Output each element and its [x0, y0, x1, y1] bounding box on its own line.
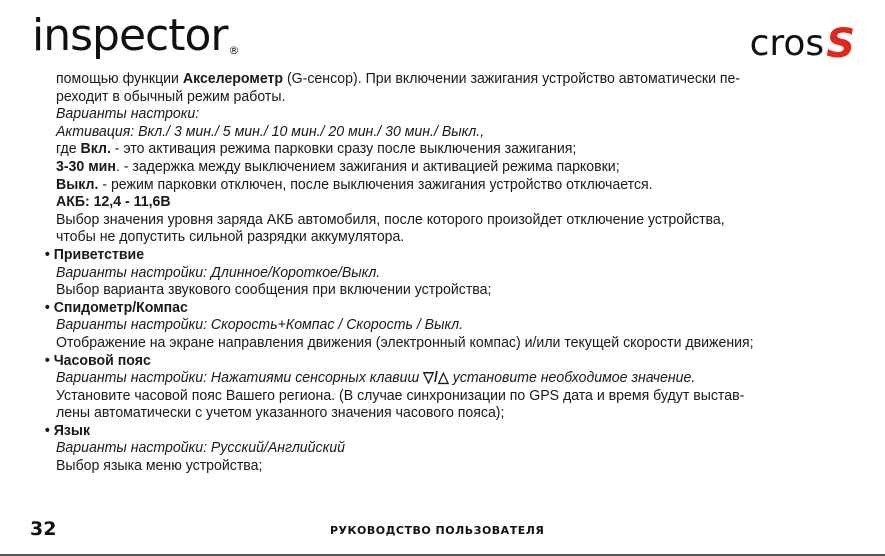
section-description: лены автоматически с учетом указанного значения часового пояса); [56, 404, 505, 422]
term-accelerometer: Акселерометр [182, 70, 284, 87]
bullet-icon: • [44, 351, 50, 369]
options-heading: Варианты настроки: [56, 105, 200, 123]
section-description: Выбор варианта звукового сообщения при включении устройства; [56, 281, 492, 299]
logo-text: inspector [32, 10, 228, 61]
term-off: Выкл. [56, 175, 99, 193]
term-on: Вкл. [80, 140, 111, 158]
text-span: где [56, 140, 81, 158]
bullet-icon: • [44, 245, 50, 263]
text-span: Варианты настройки: Нажатиями сенсорных клавиш [56, 369, 424, 387]
text-span: установите необходимое значение. [448, 369, 696, 387]
text-line [56, 176, 800, 194]
section-options: Варианты настройки: Русский/Английский [56, 439, 345, 457]
section-greeting-title [44, 245, 800, 264]
text-span: . - задержка между выключением зажигания и активацией режима парковки; [115, 157, 620, 175]
section-options: Варианты настройки: Длинное/Короткое/Выкл. [56, 263, 381, 281]
section-description: Установите часовой пояс Вашего региона. (В случае синхронизации по GPS дата и время будут выстав- [56, 386, 745, 404]
text-line: Выбор значения уровня заряда АКБ автомобиля, после которого произойдет отключение устройства, [56, 210, 725, 228]
section-title: Язык [53, 421, 91, 439]
manual-body [44, 70, 800, 475]
section-title: Приветствие [53, 245, 145, 263]
down-up-arrows-icon: ▽/△ [423, 369, 449, 387]
footer-title: РУКОВОДСТВО ПОЛЬЗОВАТЕЛЯ [330, 524, 545, 537]
battery-heading: АКБ: 12,4 - 11,6В [56, 193, 171, 211]
text-line: чтобы не допустить сильной разрядки аккумулятора. [56, 228, 405, 246]
text-line: реходит в обычный режим работы. [56, 87, 286, 105]
section-description: Выбор языка меню устройства; [56, 457, 263, 475]
cross-brand-text: cros [749, 23, 825, 64]
section-speedometer-title [44, 298, 800, 317]
text-span: - режим парковки отключен, после выключения зажигания устройство отключается. [98, 175, 653, 193]
inspector-logo [32, 10, 240, 61]
section-title: Спидометр/Компас [53, 298, 188, 316]
options-activation: Активация: Вкл./ 3 мин./ 5 мин./ 10 мин./ 20 мин./ 30 мин./ Выкл., [56, 122, 485, 140]
bullet-icon: • [44, 421, 50, 439]
registered-mark: ® [228, 44, 240, 57]
section-title: Часовой пояс [53, 351, 151, 369]
text-span: - это активация режима парковки сразу после выключения зажигания; [110, 140, 577, 158]
text-span: (G-сенсор). При включении зажигания устройство автоматически пе- [283, 70, 741, 87]
section-language-title [44, 421, 800, 440]
cross-brand-s: S [826, 21, 855, 67]
section-options: Варианты настройки: Скорость+Компас / Скорость / Выкл. [56, 316, 464, 334]
bullet-icon: • [44, 298, 50, 316]
page-number: 32 [30, 518, 57, 540]
section-options [56, 369, 800, 387]
cross-brand-logo [749, 21, 855, 67]
term-delay: 3-30 мин [56, 157, 116, 175]
text-span: помощью функции [56, 70, 183, 87]
section-description: Отображение на экране направления движения (электронный компас) и/или текущей скорости движения; [56, 333, 754, 351]
text-line [56, 158, 800, 176]
text-line [56, 70, 800, 88]
section-timezone-title [44, 351, 800, 370]
text-line [56, 140, 800, 158]
